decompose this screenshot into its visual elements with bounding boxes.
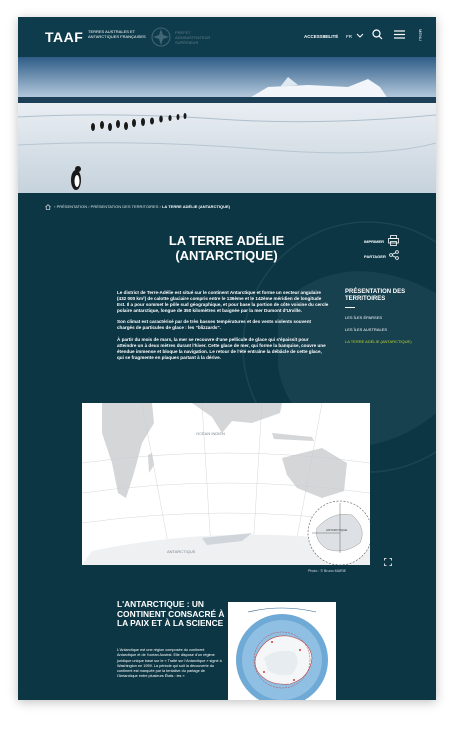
continent-label: ANTARCTIQUE bbox=[167, 549, 196, 554]
breadcrumb-item-presentation[interactable]: PRÉSENTATION bbox=[56, 204, 88, 210]
section-text: L'Antarctique est une région composée du continent Antarctique et de l'océan Austral. Elle dispose d'un régime juridique unique basé sur le « Traité sur l'Antarctique » signé à Washington en 1959. La période qui suit la découverte du continent est marquée par la tentative du partage de l'Antarctique entre plusieurs États : les « bbox=[117, 648, 222, 679]
breadcrumb-item-territoires[interactable]: PRÉSENTATION DES TERRITOIRES bbox=[90, 204, 159, 210]
intro-paragraph: À partir du mois de mars, la mer se recouvre d'une pellicule de glace qui s'épaissit pour atteindre un à deux mètres durant l'hiver. Cette glace de mer, qui forme la banquise, couvre une étendue immense et bloque la navigation. Le retour de l'été entraîne la débâcle de cette glace, qui se fragmente en plaques partant à la dérive. bbox=[117, 336, 326, 360]
logo-subtitle: TERRES AUSTRALES ET ANTARCTIQUES FRANÇAISES bbox=[88, 29, 146, 39]
sidenav-title: PRÉSENTATION DES TERRITOIRES bbox=[345, 289, 406, 302]
intro-text bbox=[117, 290, 329, 366]
hamburger-icon[interactable] bbox=[394, 29, 405, 40]
hero-photo bbox=[18, 57, 436, 193]
ocean-label: OCÉAN INDIEN bbox=[196, 431, 225, 436]
breadcrumb-separator: › bbox=[158, 204, 162, 210]
accessibility-link[interactable]: ACCESSIBILITÉ bbox=[304, 34, 339, 39]
print-label[interactable]: IMPRIMER bbox=[364, 239, 384, 244]
printer-icon[interactable] bbox=[388, 235, 399, 246]
site-header bbox=[18, 17, 436, 57]
page-title-line2: (ANTARCTIQUE) bbox=[175, 248, 278, 263]
home-icon[interactable] bbox=[45, 204, 51, 210]
sidenav-divider bbox=[345, 307, 355, 308]
indian-ocean-map bbox=[82, 403, 370, 565]
language-selector[interactable]: FR bbox=[346, 34, 352, 39]
share-icon[interactable] bbox=[389, 250, 399, 260]
page-title-line1: LA TERRE ADÉLIE bbox=[168, 233, 285, 248]
chevron-down-icon[interactable] bbox=[356, 31, 364, 39]
intro-paragraph: Son climat est caractérisé par de très basses températures et des vents violents souvent chargés de particules de glace : les "blizzards". bbox=[117, 319, 312, 331]
menu-label[interactable]: MENU bbox=[418, 29, 423, 41]
intro-paragraph: Le district de Terre-Adélie est situé sur le continent Antarctique et forme un secteur angulaire (432 000 km²) de calotte glaciaire compris entre le 136ème et le 142ème méridien de longitude Est. Il a pour sommet le pôle sud géographique, et pour base la portion de côte voisine du cercle polaire antarctique, longue de 350 kilomètres et baignée par la mer Dumont d'Urville. bbox=[117, 290, 329, 314]
prefecture-emblem-icon bbox=[150, 26, 172, 48]
page-title bbox=[148, 233, 305, 263]
antarctica-map bbox=[228, 602, 336, 700]
breadcrumb bbox=[45, 204, 230, 210]
sidenav-item-terre-adelie[interactable]: LA TERRE ADÉLIE (ANTARCTIQUE) bbox=[345, 339, 412, 344]
inset-label: ANTARCTIQUE bbox=[326, 528, 348, 532]
search-icon[interactable] bbox=[372, 29, 383, 40]
share-label[interactable]: PARTAGER bbox=[364, 254, 386, 259]
site-logo[interactable]: TAAF bbox=[45, 29, 84, 45]
breadcrumb-separator: › bbox=[87, 204, 91, 210]
emblem-text: PRÉFET ADMINISTRATEUR SUPÉRIEUR bbox=[175, 30, 211, 45]
section-title: L'ANTARCTIQUE : UN CONTINENT CONSACRÉ À LA PAIX ET À LA SCIENCE bbox=[117, 599, 225, 628]
breadcrumb-separator: › bbox=[53, 204, 57, 210]
sidenav-item-iles-eparses[interactable]: LES ÎLES ÉPARSES bbox=[345, 315, 383, 320]
sidenav-item-iles-australes[interactable]: LES ÎLES AUSTRALES bbox=[345, 327, 388, 332]
expand-icon[interactable] bbox=[384, 558, 392, 566]
photo-credit: Photo : © Bruno MARIE bbox=[308, 569, 347, 573]
breadcrumb-current: LA TERRE ADÉLIE (ANTARCTIQUE) bbox=[161, 204, 231, 210]
territories-sidenav bbox=[345, 289, 425, 351]
page-frame bbox=[18, 17, 436, 700]
